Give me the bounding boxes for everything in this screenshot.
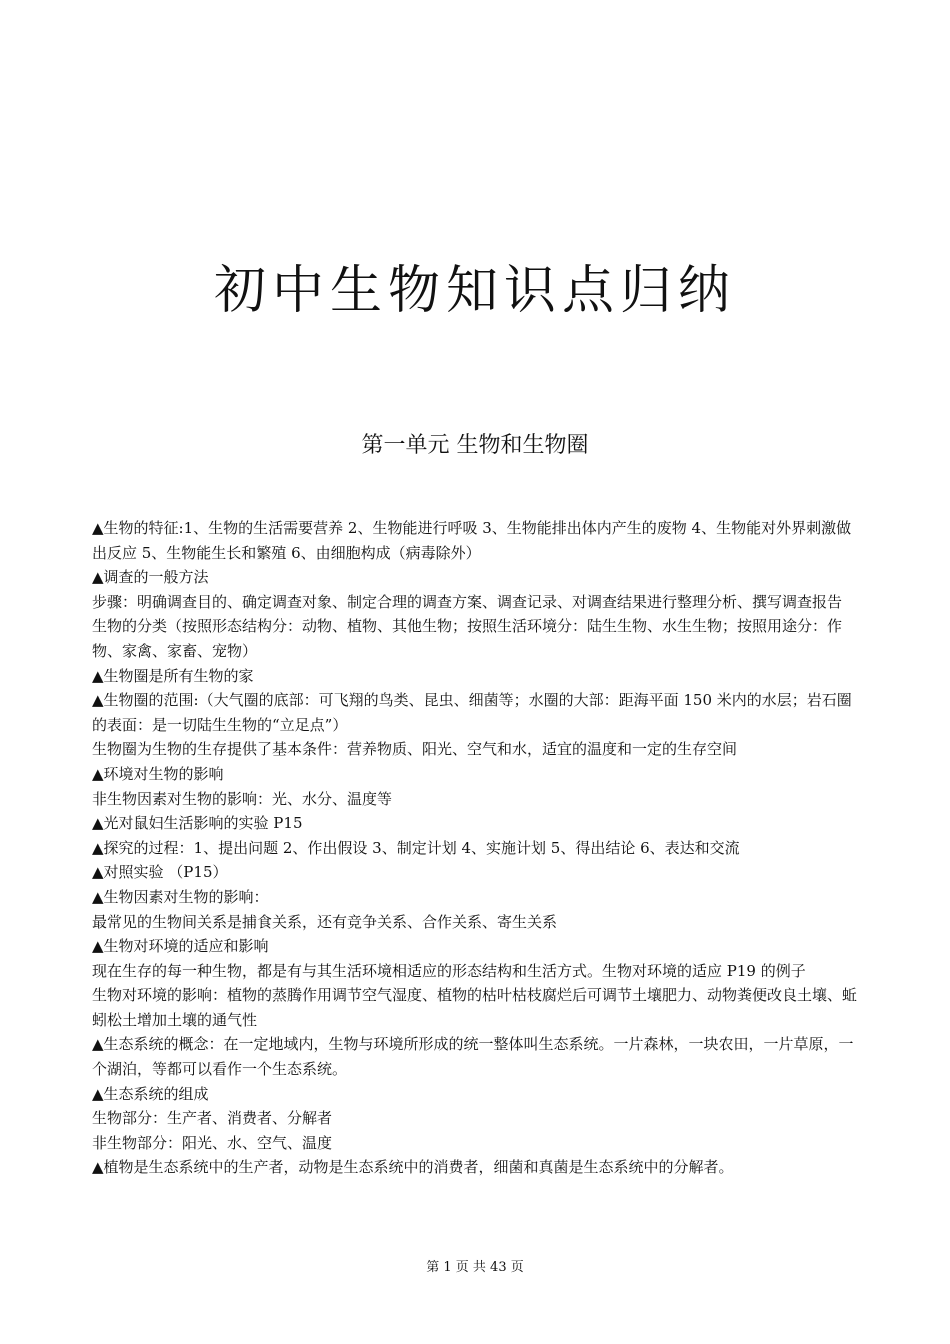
text-line: ▲生物因素对生物的影响： [92,887,269,906]
text-line: ▲植物是生态系统中的生产者，动物是生态系统中的消费者，细菌和真菌是生态系统中的分解者。 [92,1158,734,1177]
document-title: 初中生物知识点归纳 [213,261,736,321]
text-line: 生物部分：生产者、消费者、分解者 [92,1109,333,1128]
text-line: 最常见的生物间关系是捕食关系，还有竞争关系、合作关系、寄生关系 [92,912,558,931]
text-line: 非生物因素对生物的影响：光、水分、温度等 [92,789,393,808]
text-line: ▲环境对生物的影响 [92,764,224,783]
text-line: ▲光对鼠妇生活影响的实验 P15 [92,814,303,833]
text-line: 生物圈为生物的生存提供了基本条件：营养物质、阳光、空气和水，适宜的温度和一定的生存空间 [92,740,738,759]
document-body [92,516,862,1180]
text-line: ▲生物圈是所有生物的家 [92,666,254,685]
page-footer: 第 1 页 共 43 页 [426,1260,524,1275]
text-line: ▲调查的一般方法 [92,568,209,587]
text-line: 生物对环境的影响：植物的蒸腾作用调节空气湿度、植物的枯叶枯枝腐烂后可调节土壤肥力、动物粪便改良土壤、蚯蚓松土增加土壤的通气性 [92,986,858,1029]
text-line: ▲对照实验 （P15） [92,863,228,882]
text-line: 非生物部分：阳光、水、空气、温度 [92,1133,333,1152]
text-line: 生物的分类（按照形态结构分：动物、植物、其他生物；按照生活环境分：陆生生物、水生生物；按照用途分：作物、家禽、家畜、宠物） [92,617,843,660]
text-line: ▲生物圈的范围:（大气圈的底部：可飞翔的鸟类、昆虫、细菌等；水圈的大部：距海平面 150 米内的水层；岩石圈的表面：是一切陆生生物的“立足点”） [92,691,852,734]
text-line: 步骤：明确调查目的、确定调查对象、制定合理的调查方案、调查记录、对调查结果进行整理分析、撰写调查报告 [92,592,843,611]
text-line: ▲生态系统的组成 [92,1084,209,1103]
text-line: ▲探究的过程：1、提出问题 2、作出假设 3、制定计划 4、实施计划 5、得出结论 6、表达和交流 [92,838,740,857]
text-line: ▲生态系统的概念：在一定地域内，生物与环境所形成的统一整体叫生态系统。一片森林，一块农田，一片草原，一个湖泊，等都可以看作一个生态系统。 [92,1035,854,1079]
text-line: ▲生物的特征:1、生物的生活需要营养 2、生物能进行呼吸 3、生物能排出体内产生的废物 4、生物能对外界刺激做出反应 5、生物能生长和繁殖 6、由细胞构成（病毒除外） [92,519,852,562]
unit-heading: 第一单元 生物和生物圈 [361,433,589,458]
text-line: 现在生存的每一种生物，都是有与其生活环境相适应的形态结构和生活方式。生物对环境的适应 P19 的例子 [92,961,806,980]
text-line: ▲生物对环境的适应和影响 [92,937,269,956]
